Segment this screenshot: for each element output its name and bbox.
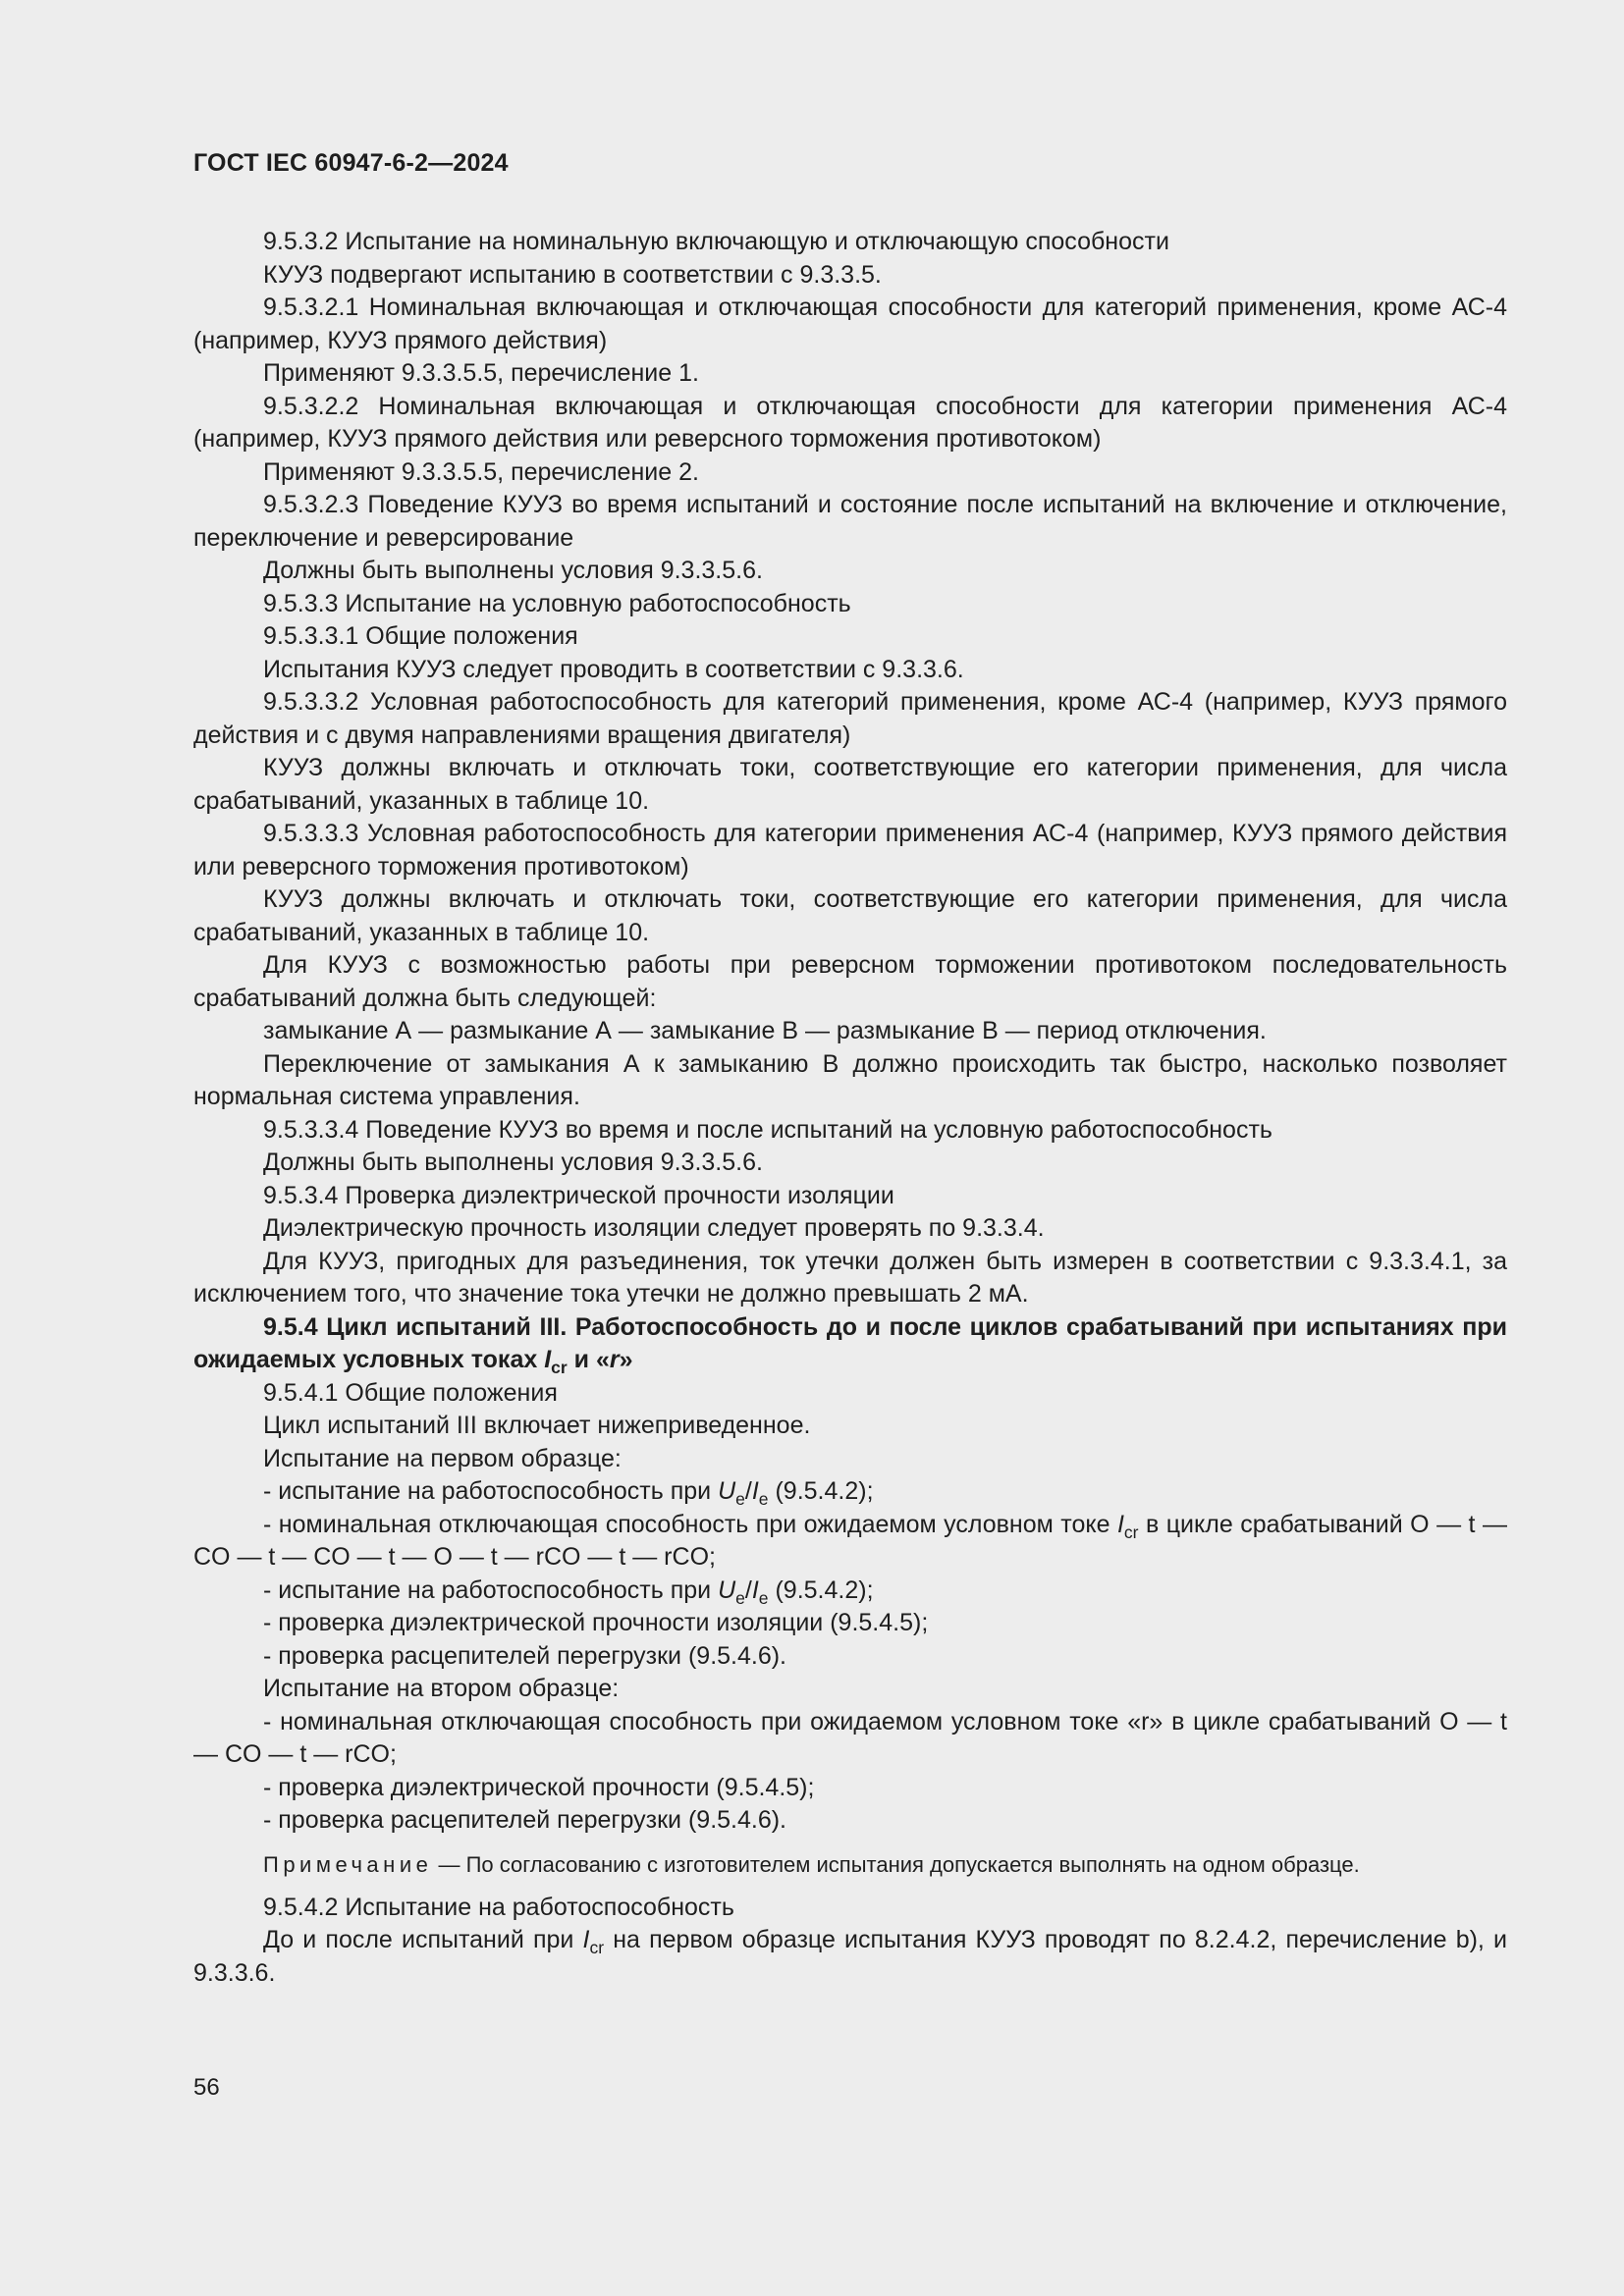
list-item: - проверка расцепителей перегрузки (9.5.4.6).	[263, 1641, 787, 1670]
subscript-e: e	[758, 1489, 769, 1510]
clause-9-5-3-3-4: 9.5.3.3.4 Поведение КУУЗ во время и после испытаний на условную работоспособность	[263, 1115, 1272, 1144]
clause-9-5-3-3-3: 9.5.3.3.3 Условная работоспособность для категории применения АС-4 (например, КУУЗ прямого действия или реверсного торможения противотоком)	[193, 820, 1507, 881]
subscript-e: e	[735, 1587, 745, 1608]
document-body	[193, 226, 1507, 1990]
clause-9-5-3-2: 9.5.3.2 Испытание на номинальную включающую и отключающую способности	[263, 228, 1169, 255]
symbol-i: I	[582, 1926, 590, 1953]
note	[193, 1848, 1507, 1881]
list-item	[193, 1575, 1507, 1608]
list-text: - номинальная отключающая способность при ожидаемом условном токе	[263, 1510, 1117, 1538]
clause-9-5-3-3: 9.5.3.3 Испытание на условную работоспособность	[263, 589, 851, 617]
subscript-e: e	[735, 1489, 745, 1510]
list-text: (9.5.4.2);	[768, 1575, 874, 1604]
symbol-i: I	[751, 1477, 759, 1505]
paragraph: КУУЗ подвергают испытанию в соответствии с 9.3.3.5.	[263, 260, 882, 289]
list-item: - проверка расцепителей перегрузки (9.5.4.6).	[263, 1806, 787, 1834]
clause-9-5-4-1: 9.5.4.1 Общие положения	[263, 1378, 558, 1407]
list-item: - проверка диэлектрической прочности изоляции (9.5.4.5);	[263, 1609, 929, 1636]
paragraph: Для КУУЗ, пригодных для разъединения, ток утечки должен быть измерен в соответствии с 9.3.3.4.1, за исключением того, что значение тока утечки не должно превышать 2 мА.	[193, 1247, 1507, 1308]
subscript-e: e	[758, 1587, 769, 1608]
slash: /	[744, 1477, 752, 1505]
heading-text: 9.5.4 Цикл испытаний III. Работоспособность до и после циклов срабатываний при испытаниях при ожидаемых условных токах	[193, 1312, 1507, 1373]
symbol-i: I	[751, 1575, 759, 1604]
paragraph: Испытания КУУЗ следует проводить в соответствии с 9.3.3.6.	[263, 655, 964, 683]
note-text: — По согласованию с изготовителем испытания допускается выполнять на одном образце.	[432, 1851, 1360, 1877]
paragraph	[193, 1924, 1507, 1990]
list-item	[193, 1475, 1507, 1509]
clause-9-5-3-2-3: 9.5.3.2.3 Поведение КУУЗ во время испытаний и состояние после испытаний на включение и отключение, переключение и реверсирование	[193, 491, 1507, 552]
symbol-r: r	[609, 1346, 620, 1373]
list-text: (9.5.4.2);	[768, 1477, 874, 1505]
slash: /	[744, 1575, 752, 1604]
subscript-cr: cr	[1123, 1522, 1139, 1542]
paragraph: Цикл испытаний III включает нижеприведенное.	[263, 1412, 811, 1439]
paragraph: Диэлектрическую прочность изоляции следует проверять по 9.3.3.4.	[263, 1214, 1045, 1242]
paragraph: Должны быть выполнены условия 9.3.3.5.6.	[263, 557, 763, 584]
symbol-u: U	[718, 1477, 736, 1505]
paragraph: замыкание А — размыкание А — замыкание В — размыкание В — период отключения.	[263, 1017, 1267, 1044]
paragraph: КУУЗ должны включать и отключать токи, соответствующие его категории применения, для числа срабатываний, указанных в таблице 10.	[193, 885, 1507, 946]
list-text: в цикле срабатываний O — t — CO — t — CO — t — O — t — rCO — t — rCO;	[193, 1510, 1507, 1571]
clause-9-5-3-3-2: 9.5.3.3.2 Условная работоспособность для категорий применения, кроме АС-4 (например, КУУЗ прямого действия и с двумя направлениями вращения двигателя)	[193, 688, 1507, 749]
subscript-cr: cr	[589, 1938, 605, 1958]
subscript-cr: cr	[551, 1358, 568, 1378]
heading-text: и «	[567, 1346, 610, 1373]
paragraph: Испытание на первом образце:	[263, 1444, 622, 1472]
paragraph: Должны быть выполнены условия 9.3.3.5.6.	[263, 1148, 763, 1176]
list-item	[193, 1509, 1507, 1575]
list-item: - проверка диэлектрической прочности (9.5.4.5);	[263, 1773, 815, 1801]
note-label: Примечание	[263, 1851, 433, 1877]
paragraph-text: До и после испытаний при	[263, 1926, 583, 1953]
paragraph: Испытание на втором образце:	[263, 1675, 620, 1702]
symbol-i: I	[1116, 1510, 1124, 1538]
paragraph: Переключение от замыкания А к замыканию В должно происходить так быстро, насколько позволяет нормальная система управления.	[193, 1049, 1507, 1110]
clause-9-5-3-3-1: 9.5.3.3.1 Общие положения	[263, 622, 578, 650]
list-text: - испытание на работоспособность при	[263, 1477, 719, 1505]
page-number: 56	[193, 2074, 220, 2101]
paragraph: Применяют 9.3.3.5.5, перечисление 2.	[263, 457, 699, 486]
paragraph: КУУЗ должны включать и отключать токи, соответствующие его категории применения, для числа срабатываний, указанных в таблице 10.	[193, 754, 1507, 815]
heading-text: »	[619, 1346, 633, 1373]
clause-9-5-4-2: 9.5.4.2 Испытание на работоспособность	[263, 1893, 734, 1921]
list-item: - номинальная отключающая способность при ожидаемом условном токе «r» в цикле срабатываний O — t — CO — t — rCO;	[193, 1707, 1507, 1768]
clause-9-5-3-4: 9.5.3.4 Проверка диэлектрической прочности изоляции	[263, 1181, 894, 1209]
symbol-i: I	[544, 1346, 552, 1373]
document-header: ГОСТ IEC 60947-6-2—2024	[193, 149, 509, 177]
paragraph-text: на первом образце испытания КУУЗ проводят по 8.2.4.2, перечисление b), и 9.3.3.6.	[193, 1926, 1508, 1987]
list-text: - испытание на работоспособность при	[263, 1575, 719, 1604]
clause-9-5-3-2-1: 9.5.3.2.1 Номинальная включающая и отключающая способности для категорий применения, кроме АС-4 (например, КУУЗ прямого действия)	[193, 294, 1507, 354]
clause-9-5-3-2-2: 9.5.3.2.2 Номинальная включающая и отключающая способности для категории применения АС-4 (например, КУУЗ прямого действия или реверсного торможения противотоком)	[193, 392, 1507, 453]
clause-9-5-4-heading	[193, 1311, 1507, 1377]
paragraph: Применяют 9.3.3.5.5, перечисление 1.	[263, 359, 699, 387]
paragraph: Для КУУЗ с возможностью работы при реверсном торможении противотоком последовательность срабатываний должна быть следующей:	[193, 951, 1507, 1012]
symbol-u: U	[718, 1575, 736, 1604]
